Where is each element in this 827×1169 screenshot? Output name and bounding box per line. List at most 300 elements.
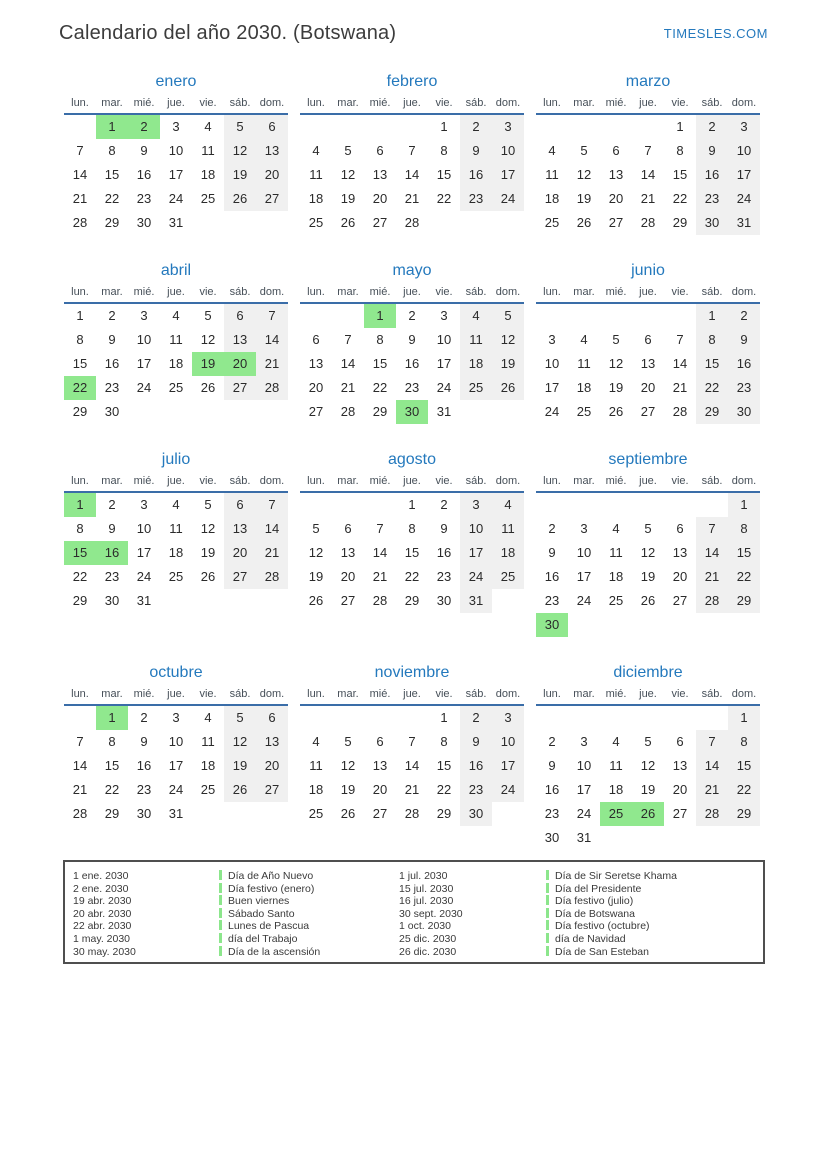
weekday-label: dom. (731, 475, 757, 487)
day-cell: 15 (728, 541, 760, 565)
day-grid (64, 493, 288, 613)
day-cell: 26 (576, 215, 592, 230)
day-cell: 26 (200, 380, 216, 395)
day-cell: 17 (168, 167, 184, 182)
legend-holiday-name: día de Navidad (546, 933, 763, 946)
day-cell: 6 (376, 734, 384, 749)
day-cell: 23 (104, 569, 120, 584)
day-cell: 10 (576, 758, 592, 773)
day-cell: 23 (460, 778, 492, 802)
weekday-label: vie. (199, 475, 217, 487)
day-cell: 30 (696, 211, 728, 235)
day-cell: 8 (108, 143, 116, 158)
month-title: noviembre (374, 664, 450, 681)
day-cell: 21 (696, 778, 728, 802)
weekday-header-row (64, 474, 288, 493)
weekday-header-row (536, 285, 760, 304)
day-cell: 4 (548, 143, 556, 158)
day-cell: 21 (404, 191, 420, 206)
day-grid (300, 706, 524, 826)
empty-cell (568, 493, 600, 517)
weekday-label: vie. (199, 97, 217, 109)
day-cell: 27 (672, 806, 688, 821)
day-cell: 3 (580, 521, 588, 536)
day-cell: 12 (492, 328, 524, 352)
day-cell: 18 (460, 352, 492, 376)
empty-cell (300, 115, 332, 139)
month-julio (64, 450, 288, 637)
day-cell: 9 (140, 143, 148, 158)
day-cell: 7 (676, 332, 684, 347)
day-cell: 18 (608, 782, 624, 797)
day-cell: 3 (492, 115, 524, 139)
day-cell: 24 (168, 782, 184, 797)
legend-holiday-name: Día de la ascensión (219, 946, 399, 959)
day-cell: 5 (612, 332, 620, 347)
day-cell: 23 (136, 782, 152, 797)
holiday-marker-bar (546, 883, 549, 893)
day-cell: 13 (308, 356, 324, 371)
weekday-label: vie. (435, 475, 453, 487)
weekday-header-row (64, 687, 288, 706)
day-cell: 29 (104, 215, 120, 230)
weekday-label: jue. (403, 688, 421, 700)
weekday-header-row (536, 474, 760, 493)
day-cell: 23 (436, 569, 452, 584)
month-febrero (300, 72, 524, 235)
day-cell: 6 (644, 332, 652, 347)
day-cell: 10 (436, 332, 452, 347)
day-cell: 21 (72, 782, 88, 797)
month-title: julio (161, 451, 191, 468)
day-cell: 26 (640, 593, 656, 608)
day-cell: 2 (548, 734, 556, 749)
day-cell: 24 (576, 593, 592, 608)
day-cell: 16 (404, 356, 420, 371)
day-grid (64, 304, 288, 424)
day-cell: 9 (440, 521, 448, 536)
day-cell: 16 (136, 758, 152, 773)
day-cell: 4 (172, 308, 180, 323)
day-cell: 23 (136, 191, 152, 206)
day-cell: 2 (460, 706, 492, 730)
day-cell: 19 (640, 569, 656, 584)
day-cell: 23 (544, 593, 560, 608)
day-cell: 16 (96, 541, 128, 565)
weekday-label: jue. (639, 688, 657, 700)
day-cell: 14 (640, 167, 656, 182)
day-cell: 17 (460, 541, 492, 565)
day-cell: 5 (644, 734, 652, 749)
day-cell: 13 (608, 167, 624, 182)
day-cell: 24 (136, 569, 152, 584)
empty-cell (600, 493, 632, 517)
day-cell: 7 (644, 143, 652, 158)
weekday-label: dom. (259, 688, 285, 700)
weekday-header-row (536, 687, 760, 706)
empty-cell (664, 304, 696, 328)
day-cell: 23 (404, 380, 420, 395)
weekday-label: mar. (337, 475, 359, 487)
weekday-label: mar. (573, 688, 595, 700)
day-cell: 28 (696, 589, 728, 613)
weekday-label: lun. (71, 475, 89, 487)
day-cell: 18 (200, 167, 216, 182)
day-cell: 9 (548, 758, 556, 773)
day-cell: 26 (308, 593, 324, 608)
day-cell: 7 (76, 734, 84, 749)
day-cell: 30 (536, 613, 568, 637)
weekday-label: vie. (435, 97, 453, 109)
weekday-label: mar. (101, 97, 123, 109)
day-cell: 15 (436, 167, 452, 182)
day-cell: 10 (492, 139, 524, 163)
empty-cell (568, 706, 600, 730)
day-cell: 3 (728, 115, 760, 139)
weekday-label: sáb. (229, 688, 251, 700)
day-cell: 11 (609, 758, 623, 773)
day-cell: 17 (576, 569, 592, 584)
holiday-marker-bar (546, 920, 549, 930)
legend-holiday-name: día del Trabajo (219, 933, 399, 946)
day-cell: 31 (728, 211, 760, 235)
day-cell: 12 (200, 521, 216, 536)
day-cell: 16 (136, 167, 152, 182)
empty-cell (568, 304, 600, 328)
day-cell: 25 (544, 215, 560, 230)
empty-cell (632, 304, 664, 328)
day-cell: 6 (224, 493, 256, 517)
day-cell: 6 (256, 115, 288, 139)
weekday-label: mar. (337, 688, 359, 700)
day-cell: 13 (672, 545, 688, 560)
day-cell: 28 (404, 806, 420, 821)
weekday-header-row (300, 96, 524, 115)
day-cell: 4 (172, 497, 180, 512)
weekday-label: sáb. (701, 286, 723, 298)
day-cell: 1 (364, 304, 396, 328)
day-cell: 24 (544, 404, 560, 419)
day-cell: 30 (544, 830, 560, 845)
day-cell: 14 (672, 356, 688, 371)
day-cell: 2 (108, 308, 116, 323)
legend-date: 1 jul. 2030 (399, 870, 448, 882)
legend-date: 22 abr. 2030 (73, 920, 132, 933)
day-cell: 17 (136, 545, 152, 560)
day-cell: 30 (396, 400, 428, 424)
day-cell: 3 (492, 706, 524, 730)
day-cell: 8 (440, 143, 448, 158)
day-grid (536, 706, 760, 850)
day-cell: 20 (340, 569, 356, 584)
weekday-label: sáb. (701, 475, 723, 487)
day-cell: 8 (76, 332, 84, 347)
weekday-label: mar. (337, 286, 359, 298)
legend-holiday-name: Día de San Esteban (546, 946, 763, 959)
day-cell: 21 (640, 191, 656, 206)
empty-cell (536, 115, 568, 139)
day-cell: 1 (728, 706, 760, 730)
month-title: marzo (625, 73, 671, 90)
day-cell: 28 (256, 376, 288, 400)
weekday-label: lun. (307, 286, 325, 298)
legend-holiday-name: Sábado Santo (219, 908, 399, 921)
empty-cell (536, 706, 568, 730)
day-cell: 3 (580, 734, 588, 749)
day-cell: 10 (544, 356, 560, 371)
site-link[interactable]: TIMESLES.COM (663, 26, 768, 41)
weekday-label: mié. (133, 286, 155, 298)
day-cell: 1 (408, 497, 416, 512)
weekday-label: dom. (731, 97, 757, 109)
day-cell: 20 (256, 754, 288, 778)
empty-cell (396, 706, 428, 730)
day-cell: 12 (340, 167, 356, 182)
day-cell: 16 (544, 569, 560, 584)
day-cell: 4 (204, 710, 212, 725)
day-cell: 24 (436, 380, 452, 395)
day-cell: 5 (204, 497, 212, 512)
day-cell: 11 (460, 328, 492, 352)
weekday-label: jue. (167, 475, 185, 487)
day-cell: 27 (224, 376, 256, 400)
day-cell: 5 (644, 521, 652, 536)
day-cell: 11 (309, 758, 323, 773)
day-cell: 14 (256, 517, 288, 541)
day-cell: 7 (408, 143, 416, 158)
day-cell: 27 (256, 778, 288, 802)
day-cell: 13 (340, 545, 356, 560)
weekday-label: sáb. (465, 475, 487, 487)
day-grid (64, 706, 288, 826)
day-cell: 14 (372, 545, 388, 560)
day-cell: 27 (308, 404, 324, 419)
day-cell: 16 (728, 352, 760, 376)
day-cell: 17 (168, 758, 184, 773)
months-grid (64, 72, 764, 876)
day-cell: 3 (140, 308, 148, 323)
day-cell: 29 (104, 806, 120, 821)
weekday-label: dom. (259, 475, 285, 487)
day-cell: 29 (72, 404, 88, 419)
day-cell: 22 (404, 569, 420, 584)
day-cell: 27 (224, 565, 256, 589)
day-cell: 8 (108, 734, 116, 749)
weekday-label: jue. (639, 97, 657, 109)
day-cell: 4 (580, 332, 588, 347)
weekday-header-row (536, 96, 760, 115)
day-cell: 1 (64, 493, 96, 517)
day-cell: 22 (436, 782, 452, 797)
day-cell: 22 (104, 191, 120, 206)
day-cell: 25 (168, 569, 184, 584)
empty-cell (632, 706, 664, 730)
day-cell: 24 (168, 191, 184, 206)
day-cell: 22 (72, 569, 88, 584)
day-cell: 21 (340, 380, 356, 395)
day-cell: 7 (256, 493, 288, 517)
day-cell: 29 (436, 806, 452, 821)
month-marzo (536, 72, 760, 235)
day-cell: 4 (460, 304, 492, 328)
day-cell: 17 (492, 163, 524, 187)
weekday-label: dom. (731, 688, 757, 700)
day-cell: 13 (372, 758, 388, 773)
holiday-marker-bar (546, 908, 549, 918)
weekday-label: dom. (259, 286, 285, 298)
day-cell: 8 (408, 521, 416, 536)
weekday-label: vie. (671, 286, 689, 298)
legend-date: 20 abr. 2030 (73, 907, 132, 920)
empty-cell (364, 115, 396, 139)
day-cell: 30 (728, 400, 760, 424)
day-cell: 8 (728, 730, 760, 754)
day-cell: 2 (696, 115, 728, 139)
weekday-label: sáb. (465, 97, 487, 109)
weekday-label: vie. (671, 688, 689, 700)
day-cell: 5 (312, 521, 320, 536)
day-cell: 18 (544, 191, 560, 206)
month-title: mayo (392, 262, 432, 279)
weekday-label: mié. (133, 475, 155, 487)
day-grid (300, 304, 524, 424)
day-cell: 21 (696, 565, 728, 589)
day-cell: 23 (544, 806, 560, 821)
legend-date: 30 may. 2030 (73, 945, 136, 958)
day-cell: 30 (104, 404, 120, 419)
day-cell: 13 (372, 167, 388, 182)
empty-cell (300, 706, 332, 730)
month-title: enero (155, 73, 197, 90)
day-cell: 11 (309, 167, 323, 182)
day-cell: 21 (72, 191, 88, 206)
day-cell: 18 (168, 356, 184, 371)
weekday-label: dom. (495, 97, 521, 109)
day-cell: 14 (404, 167, 420, 182)
empty-cell (300, 304, 332, 328)
day-cell: 16 (544, 782, 560, 797)
day-cell: 18 (492, 541, 524, 565)
empty-cell (536, 493, 568, 517)
day-cell: 8 (376, 332, 384, 347)
day-cell: 28 (256, 565, 288, 589)
legend-date: 1 oct. 2030 (399, 920, 451, 933)
day-cell: 20 (308, 380, 324, 395)
day-cell: 17 (576, 782, 592, 797)
holiday-marker-bar (546, 946, 549, 956)
empty-cell (664, 706, 696, 730)
weekday-label: lun. (543, 688, 561, 700)
weekday-label: jue. (639, 475, 657, 487)
day-cell: 19 (192, 352, 224, 376)
day-cell: 22 (64, 376, 96, 400)
day-cell: 2 (128, 115, 160, 139)
empty-cell (396, 115, 428, 139)
holiday-marker-bar (546, 870, 549, 880)
day-cell: 28 (372, 593, 388, 608)
weekday-label: sáb. (229, 97, 251, 109)
day-cell: 28 (640, 215, 656, 230)
day-cell: 4 (312, 143, 320, 158)
day-cell: 8 (76, 521, 84, 536)
day-cell: 11 (169, 521, 183, 536)
day-cell: 6 (612, 143, 620, 158)
day-cell: 24 (492, 778, 524, 802)
day-cell: 20 (224, 352, 256, 376)
day-cell: 15 (104, 758, 120, 773)
day-cell: 9 (108, 521, 116, 536)
day-cell: 1 (96, 706, 128, 730)
weekday-header-row (64, 96, 288, 115)
day-cell: 1 (440, 119, 448, 134)
day-cell: 2 (460, 115, 492, 139)
day-cell: 6 (676, 734, 684, 749)
day-cell: 28 (696, 802, 728, 826)
day-cell: 6 (312, 332, 320, 347)
weekday-label: jue. (167, 286, 185, 298)
empty-cell (300, 493, 332, 517)
legend-holiday-name: Día de Sir Seretse Khama (546, 870, 763, 883)
day-cell: 26 (492, 376, 524, 400)
day-cell: 7 (76, 143, 84, 158)
day-cell: 21 (256, 352, 288, 376)
legend-grid (73, 870, 763, 958)
weekday-label: vie. (671, 475, 689, 487)
day-cell: 2 (408, 308, 416, 323)
day-cell: 26 (340, 215, 356, 230)
day-cell: 5 (492, 304, 524, 328)
day-cell: 6 (224, 304, 256, 328)
weekday-label: mié. (605, 688, 627, 700)
day-cell: 15 (436, 758, 452, 773)
holiday-marker-bar (219, 883, 222, 893)
day-cell: 5 (224, 706, 256, 730)
weekday-label: vie. (435, 286, 453, 298)
weekday-label: lun. (307, 688, 325, 700)
day-cell: 22 (104, 782, 120, 797)
day-cell: 18 (200, 758, 216, 773)
day-cell: 27 (372, 215, 388, 230)
day-cell: 16 (104, 356, 120, 371)
day-cell: 19 (224, 163, 256, 187)
weekday-header-row (64, 285, 288, 304)
day-cell: 1 (728, 493, 760, 517)
legend-holiday-name: Día de Botswana (546, 908, 763, 921)
empty-cell (600, 115, 632, 139)
day-grid (64, 115, 288, 235)
day-cell: 17 (492, 754, 524, 778)
day-cell: 22 (728, 565, 760, 589)
day-cell: 13 (672, 758, 688, 773)
legend-holiday-name: Día del Presidente (546, 883, 763, 896)
weekday-label: jue. (167, 688, 185, 700)
day-cell: 19 (640, 782, 656, 797)
day-cell: 4 (204, 119, 212, 134)
day-cell: 2 (140, 710, 148, 725)
empty-cell (696, 493, 728, 517)
month-title: junio (631, 262, 665, 279)
day-cell: 20 (256, 163, 288, 187)
day-cell: 22 (672, 191, 688, 206)
month-octubre (64, 663, 288, 850)
day-cell: 25 (576, 404, 592, 419)
day-cell: 4 (492, 493, 524, 517)
legend-date: 15 jul. 2030 (399, 882, 454, 895)
day-cell: 25 (600, 802, 632, 826)
day-cell: 5 (204, 308, 212, 323)
day-cell: 28 (672, 404, 688, 419)
weekday-label: mar. (101, 475, 123, 487)
